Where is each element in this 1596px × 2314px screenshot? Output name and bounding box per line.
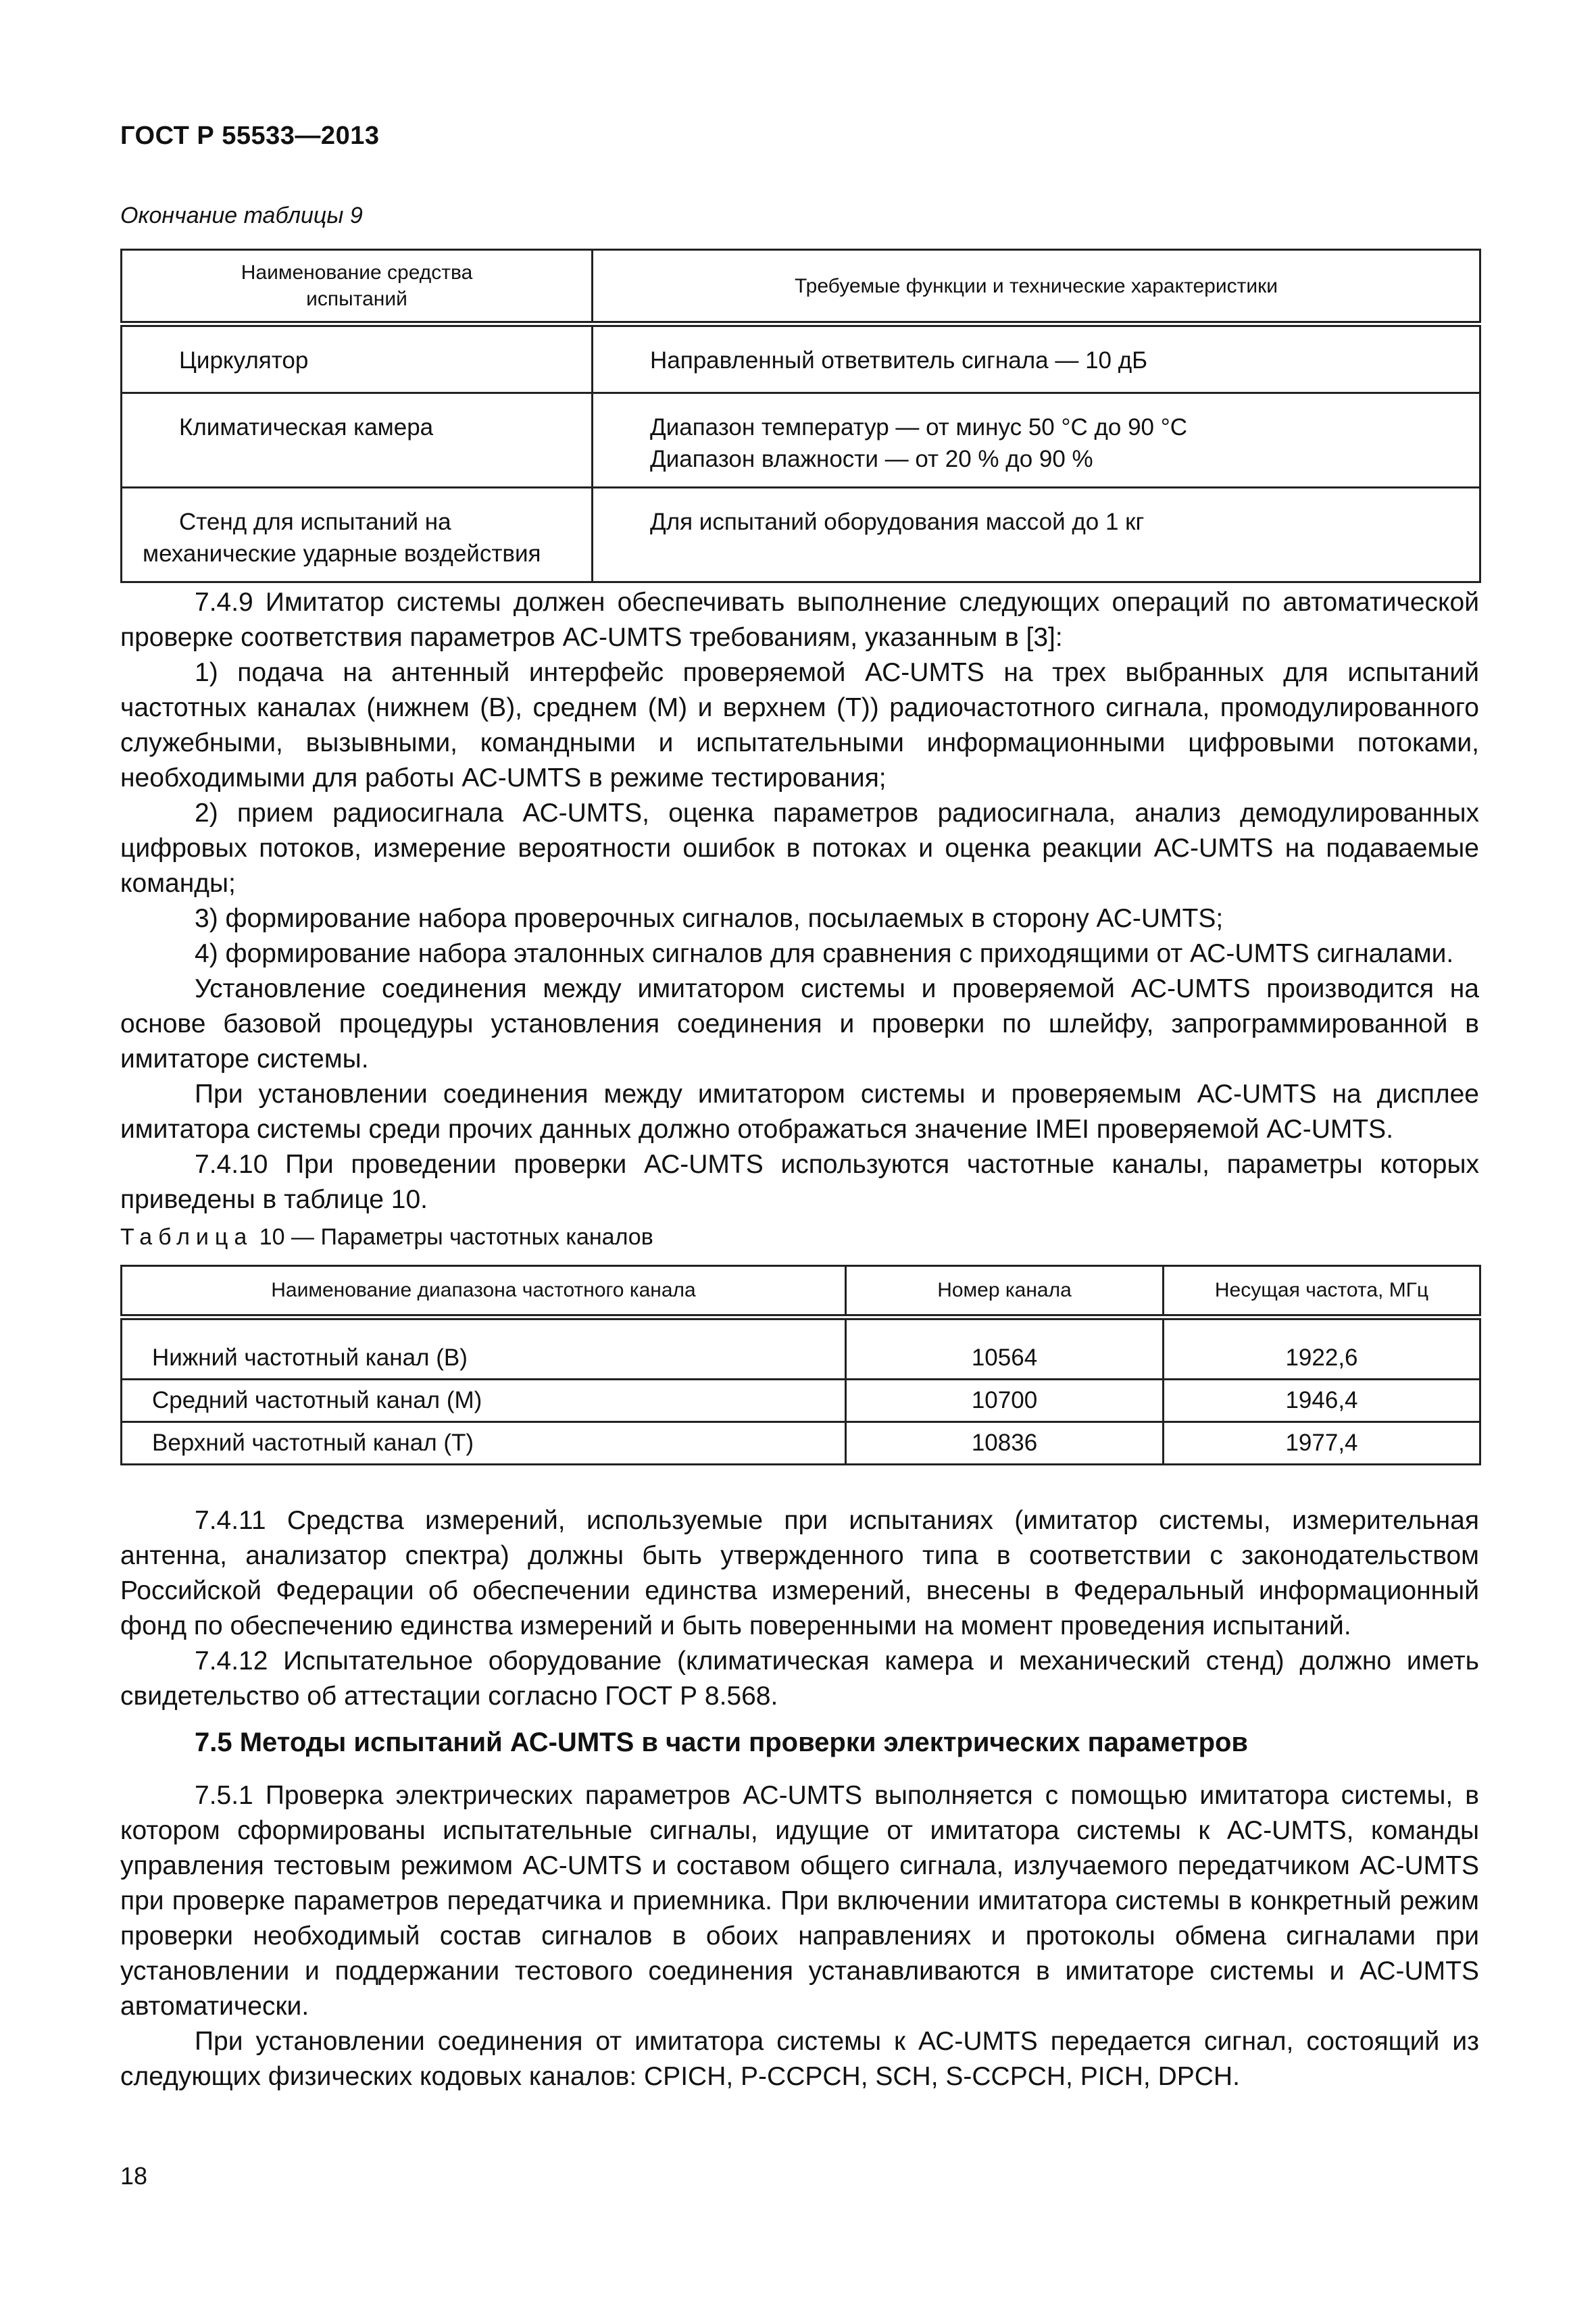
column-header: Наименование диапазона частотного канала bbox=[122, 1266, 846, 1317]
table-cell: 10836 bbox=[846, 1422, 1164, 1465]
table-header-row bbox=[122, 250, 1480, 324]
section-heading: 7.5 Методы испытаний АС-UMTS в части проверки электрических параметров bbox=[195, 1728, 1249, 1757]
paragraph: При установлении соединения от имитатора системы к АС-UMTS передается сигнал, состоящий из следующих физических кодовых каналов: CPICH, P-CCPCH, SCH, S-CCPCH, PICH, DPCH. bbox=[120, 2027, 1479, 2091]
table-row bbox=[122, 1317, 1480, 1380]
table-cell: Верхний частотный канал (Т) bbox=[122, 1422, 846, 1465]
table-header-row bbox=[122, 1266, 1480, 1317]
document-header: ГОСТ Р 55533—2013 bbox=[120, 122, 380, 150]
table10-caption: Таблица 10 — Параметры частотных каналов bbox=[120, 1224, 653, 1250]
table-row bbox=[122, 393, 1480, 488]
page-number: 18 bbox=[120, 2162, 148, 2190]
table-cell: Климатическая камера bbox=[122, 393, 593, 488]
paragraph: 7.4.10 При проведении проверки АС-UMTS используются частотные каналы, параметры которых приведены в таблице 10. bbox=[120, 1150, 1479, 1214]
table-cell: Средний частотный канал (М) bbox=[122, 1380, 846, 1422]
table-row bbox=[122, 487, 1480, 582]
table-cell: 10564 bbox=[846, 1317, 1164, 1380]
column-header: Номер канала bbox=[846, 1266, 1164, 1317]
table-cell: 10700 bbox=[846, 1380, 1164, 1422]
table-cell: Стенд для испытаний на механические ударные воздействия bbox=[122, 487, 593, 582]
table-cell: Нижний частотный канал (В) bbox=[122, 1317, 846, 1380]
table-row bbox=[122, 324, 1480, 393]
paragraph: 7.4.11 Средства измерений, используемые при испытаниях (имитатор системы, измерительная антенна, анализатор спектра) должны быть утвержденного типа в соответствии с законодательством Российской Федерации об обеспечении единства измерений, внесены в Федеральный информационный фонд по обеспечению единства измерений и быть поверенными на момент проведения испытаний. bbox=[120, 1506, 1479, 1640]
table-row bbox=[122, 1380, 1480, 1422]
paragraph: 7.4.12 Испытательное оборудование (климатическая камера и механический стенд) должно иметь свидетельство об аттестации согласно ГОСТ Р 8.568. bbox=[120, 1646, 1479, 1711]
paragraph: 7.4.9 Имитатор системы должен обеспечивать выполнение следующих операций по автоматической проверке соответствия параметров АС-UMTS требованиям, указанным в [3]: bbox=[120, 588, 1479, 652]
table-row bbox=[122, 1422, 1480, 1465]
table-10 bbox=[120, 1265, 1481, 1465]
table-cell: 1922,6 bbox=[1164, 1317, 1480, 1380]
paragraph: Установление соединения между имитатором системы и проверяемой АС-UMTS производится на основе базовой процедуры установления соединения и проверки по шлейфу, запрограммированной в имитаторе системы. bbox=[120, 974, 1479, 1074]
table9-caption: Окончание таблицы 9 bbox=[120, 203, 363, 228]
paragraph: 7.5.1 Проверка электрических параметров АС-UMTS выполняется с помощью имитатора системы, в котором сформированы испытательные сигналы, идущие от имитатора системы к АС-UMTS, команды управления тестовым режимом АС-UMTS и составом общего сигнала, излучаемого передатчиком АС-UMTS при проверке параметров передатчика и приемника. При включении имитатора системы в конкретный режим проверки необходимый состав сигналов в обоих направлениях и протоколы обмена сигналами при установлении и поддержании тестового соединения устанавливаются в имитаторе системы и АС-UMTS автоматически. bbox=[120, 1781, 1479, 2021]
text-block bbox=[120, 585, 1479, 1217]
table-cell: Направленный ответвитель сигнала — 10 дБ bbox=[593, 324, 1480, 393]
paragraph: 3) формирование набора проверочных сигналов, посылаемых в сторону АС-UMTS; bbox=[195, 904, 1224, 933]
text-block bbox=[120, 1503, 1479, 1714]
table-cell: 1977,4 bbox=[1164, 1422, 1480, 1465]
table-cell: Для испытаний оборудования массой до 1 кг bbox=[593, 487, 1480, 582]
column-header: Несущая частота, МГц bbox=[1164, 1266, 1480, 1317]
table-9 bbox=[120, 249, 1481, 583]
column-header: Требуемые функции и технические характеристики bbox=[593, 250, 1480, 324]
table-cell: Диапазон температур — от минус 50 °С до 90 °С Диапазон влажности — от 20 % до 90 % bbox=[593, 393, 1480, 488]
paragraph: 2) прием радиосигнала АС-UMTS, оценка параметров радиосигнала, анализ демодулированных цифровых потоков, измерение вероятности ошибок в потоках и оценка реакции АС-UMTS на подаваемые команды; bbox=[120, 799, 1479, 898]
paragraph: 4) формирование набора эталонных сигналов для сравнения с приходящими от АС-UMTS сигналами. bbox=[195, 939, 1454, 968]
paragraph: При установлении соединения между имитатором системы и проверяемым АС-UMTS на дисплее имитатора системы среди прочих данных должно отображаться значение IMEI проверяемой АС-UMTS. bbox=[120, 1080, 1479, 1144]
table-cell: 1946,4 bbox=[1164, 1380, 1480, 1422]
paragraph: 1) подача на антенный интерфейс проверяемой АС-UMTS на трех выбранных для испытаний частотных каналах (нижнем (В), среднем (М) и верхнем (Т)) радиочастотного сигнала, промодулированного служебными, вызывными, командными и испытательными информационными цифровыми потоками, необходимыми для работы АС-UMTS в режиме тестирования; bbox=[120, 658, 1479, 793]
table-cell: Циркулятор bbox=[122, 324, 593, 393]
text-block bbox=[120, 1778, 1479, 2094]
column-header: Наименование средства испытаний bbox=[122, 250, 593, 324]
